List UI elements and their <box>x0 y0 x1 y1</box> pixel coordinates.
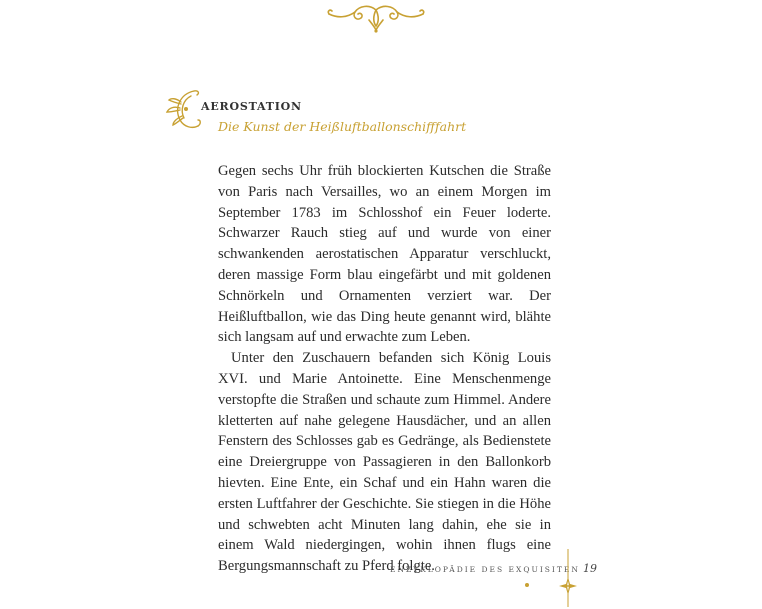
paragraph: Gegen sechs Uhr früh blockierten Kutschen die Straße von Paris nach Versailles, wo an einem Morgen im September 1783 im Schlosshof ein Feuer loderte. Schwarzer Rauch stieg auf und wurde von einer schwankenden aerostatischen Apparatur verschluckt, deren massige Form blau eingefärbt und mit goldenen Schnörkeln und Ornamenten verziert war. Der Heißluftballon, wie das Ding heute genannt wird, blähte sich langsam auf und erwachte zum Leben. <box>218 163 551 346</box>
crescent-flourish-icon <box>164 88 204 130</box>
section-title: AEROSTATION <box>201 100 302 113</box>
paragraph: Unter den Zuschauern befanden sich König Louis XVI. und Marie Antoinette. Eine Menschenmenge verstopfte die Straßen und schaute zum Himmel. Andere kletterten auf nahe gelegene Hausdächer, und an allen Fenstern des Schlosses gab es Gedränge, als Bedienstete eine Dreiergruppe von Passagieren in den Ballonkorb hievten. Eine Ente, ein Schaf und ein Hahn waren die ersten Luftfahrer der Geschichte. Sie stiegen in die Höhe und schwebten acht Minuten lang dahin, ehe sie in einem Wald niedergingen, wohin ihnen flugs eine Bergungsmannschaft zu Pferd folgte. <box>218 350 551 575</box>
footer-dot <box>525 583 529 587</box>
running-footer-title: ENZYKLOPÄDIE DES EXQUISITEN <box>390 565 580 574</box>
page-number: 19 <box>583 562 597 575</box>
section-subtitle: Die Kunst der Heißluftballonschifffahrt <box>218 119 467 134</box>
scroll-ornament-icon <box>325 2 427 34</box>
article-body <box>218 161 551 577</box>
compass-star-icon <box>557 549 579 607</box>
